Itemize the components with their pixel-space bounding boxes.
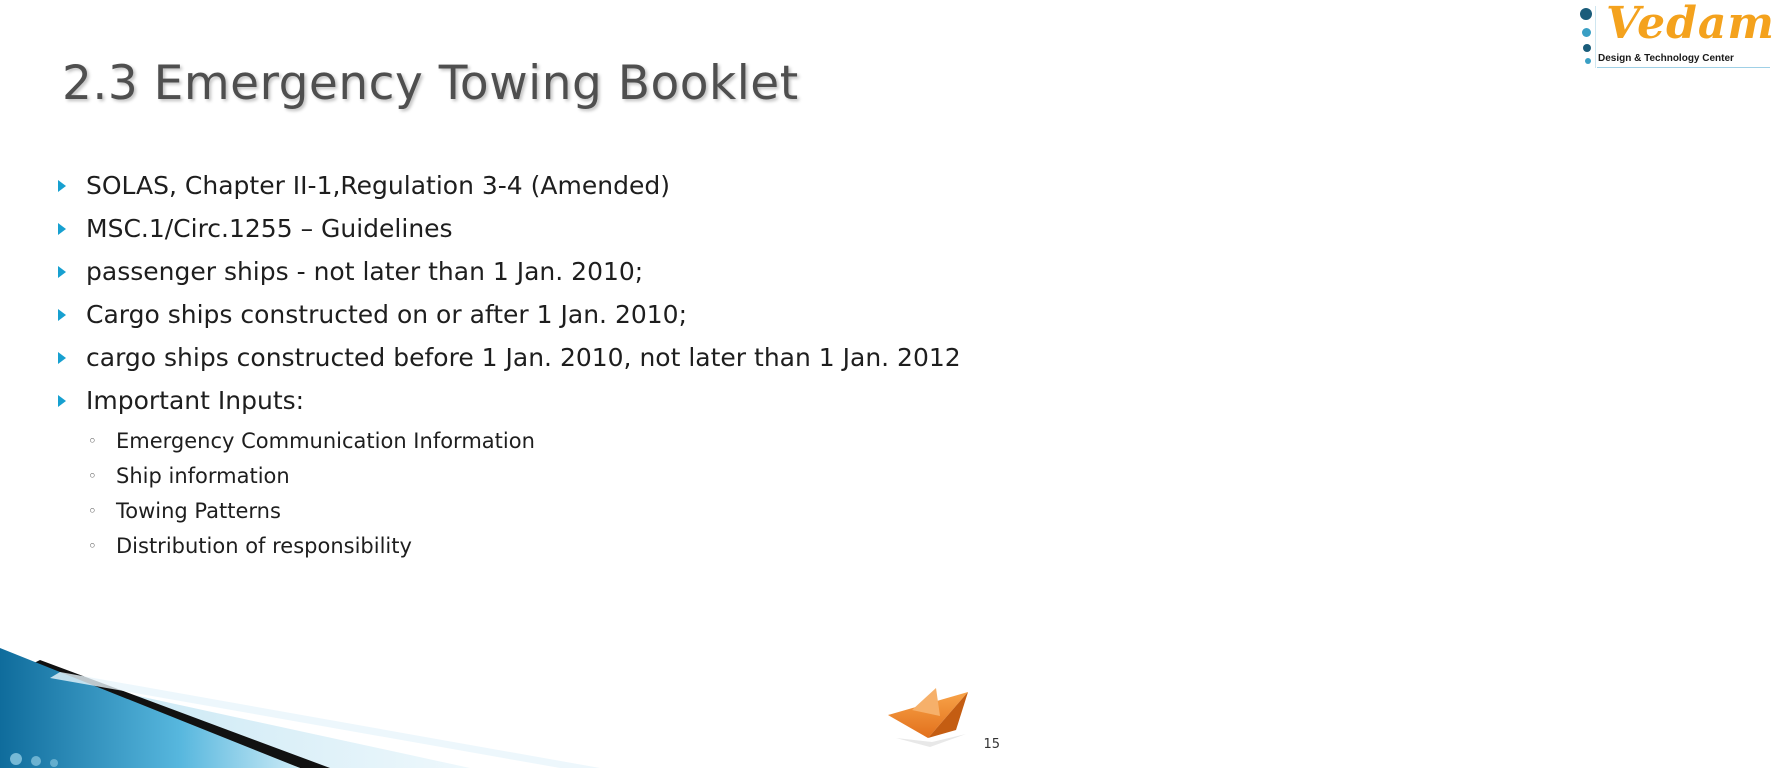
bullet-arrow-icon: [58, 266, 66, 278]
sub-bullet-item: [58, 461, 988, 491]
bullet-item: [58, 383, 988, 419]
slide-title: 2.3 Emergency Towing Booklet: [62, 56, 799, 111]
bullet-text: MSC.1/Circ.1255 – Guidelines: [86, 214, 453, 243]
logo-dot: [1583, 44, 1591, 52]
bullet-arrow-icon: [58, 180, 66, 192]
sub-bullet-item: [58, 531, 988, 561]
bullet-arrow-icon: [58, 223, 66, 235]
bottom-wave-decoration: [0, 630, 1024, 768]
sub-bullet-icon: ◦: [88, 537, 97, 555]
bullet-text: passenger ships - not later than 1 Jan. 2010;: [86, 257, 644, 286]
logo-underline: [1597, 67, 1770, 68]
sub-bullet-icon: ◦: [88, 467, 97, 485]
bullet-item: [58, 254, 988, 290]
logo-wordmark: Vedam: [1606, 0, 1775, 49]
sub-bullet-text: Distribution of responsibility: [116, 534, 412, 558]
sub-bullet-item: [58, 496, 988, 526]
bullet-arrow-icon: [58, 309, 66, 321]
sub-bullet-text: Ship information: [116, 464, 290, 488]
bullet-text: Cargo ships constructed on or after 1 Jan. 2010;: [86, 300, 687, 329]
sub-bullet-text: Emergency Communication Information: [116, 429, 535, 453]
decorative-dot: [10, 753, 22, 765]
sub-bullet-icon: ◦: [88, 502, 97, 520]
sub-bullet-icon: ◦: [88, 432, 97, 450]
logo-tagline: Design & Technology Center: [1598, 53, 1734, 64]
logo-dot: [1580, 8, 1592, 20]
sub-bullet-text: Towing Patterns: [116, 499, 281, 523]
bullet-text: cargo ships constructed before 1 Jan. 2010, not later than 1 Jan. 2012: [86, 343, 961, 372]
vedam-logo: [788, 0, 1775, 76]
logo-dot: [1582, 28, 1591, 37]
bullet-arrow-icon: [58, 395, 66, 407]
paper-boat-icon: [888, 688, 968, 747]
sub-bullet-item: [58, 426, 988, 456]
bullet-arrow-icon: [58, 352, 66, 364]
bullet-list: [58, 168, 988, 566]
bullet-item: [58, 168, 988, 204]
bullet-item: [58, 211, 988, 247]
page-number: 15: [983, 737, 1000, 752]
decorative-dot: [50, 759, 58, 767]
bullet-item: [58, 340, 988, 376]
logo-divider: [1595, 6, 1596, 68]
decorative-dot: [31, 756, 41, 766]
bullet-text: Important Inputs:: [86, 386, 305, 415]
logo-dot: [1585, 58, 1591, 64]
bullet-text: SOLAS, Chapter II-1,Regulation 3-4 (Amended): [86, 171, 670, 200]
bullet-item: [58, 297, 988, 333]
